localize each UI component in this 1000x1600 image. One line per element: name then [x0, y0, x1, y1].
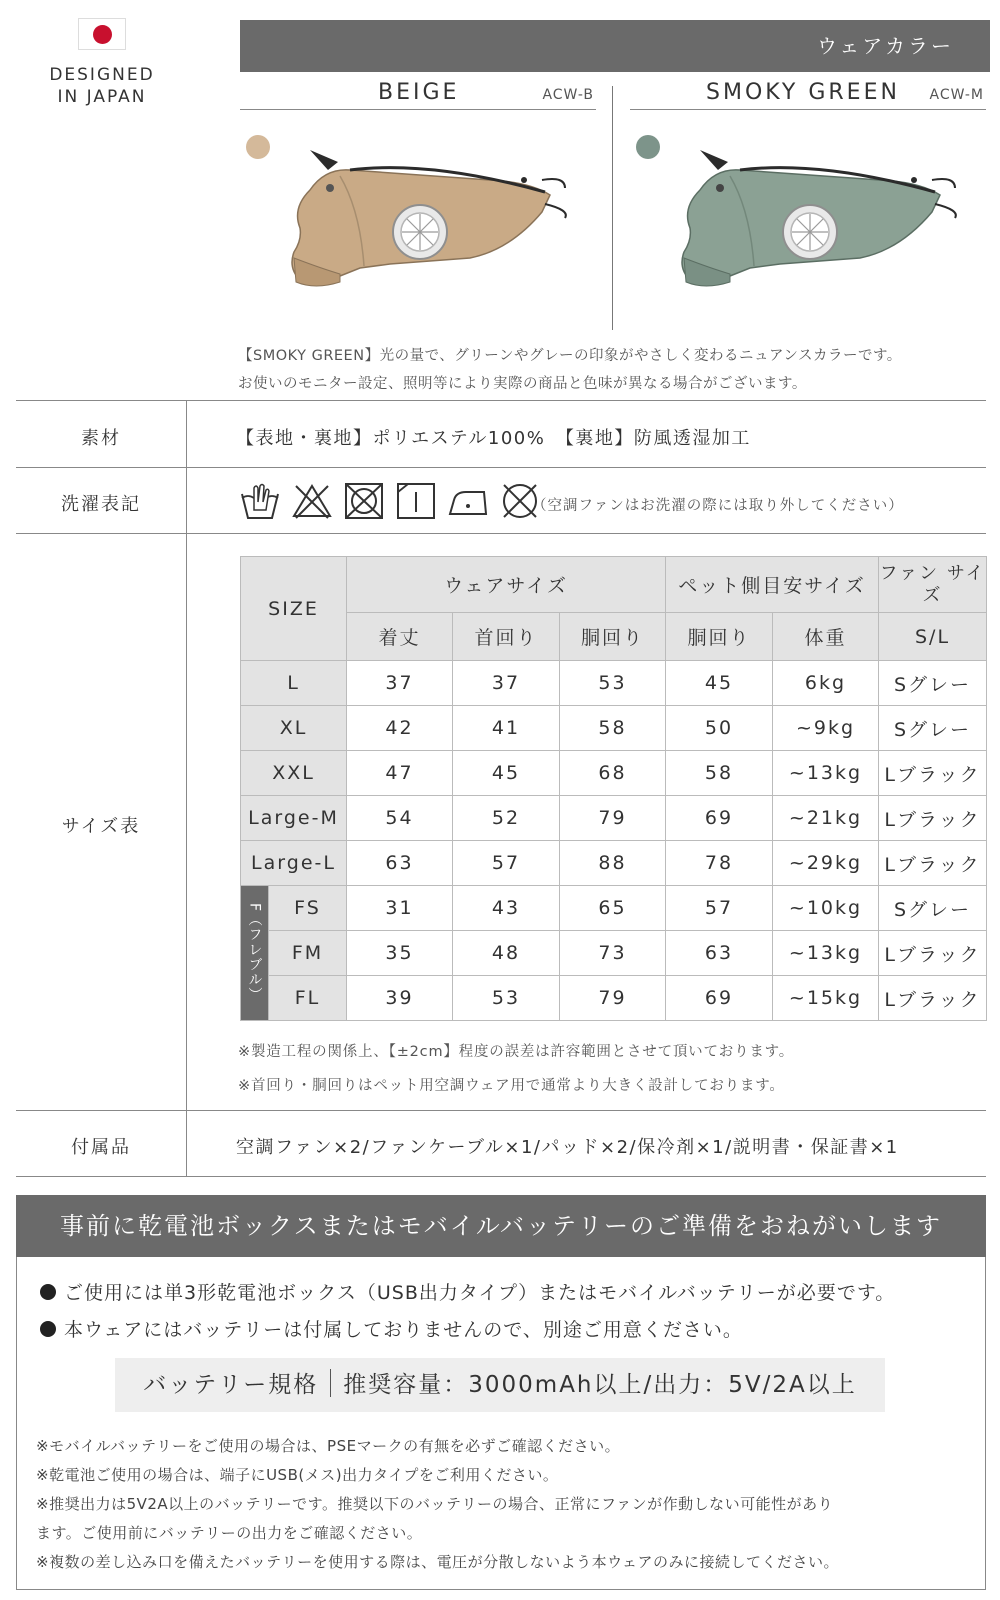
iron-low-icon — [446, 480, 490, 522]
care-note: （空調ファンはお洗濯の際には取り外してください） — [532, 498, 904, 514]
smoky-green-wear-image — [670, 140, 970, 300]
battery-bullet-2: 本ウェアにはバッテリーは付属しておりませんので、別途ご用意ください。 — [40, 1315, 743, 1342]
size-note-1: ※製造工程の関係上、【±2cm】程度の誤差は許容範囲とさせて頂いております。 — [238, 1044, 795, 1060]
beige-wear-image — [280, 140, 580, 300]
table-row: FM 35 48 73 63 ~13kg Lブラック — [241, 931, 987, 976]
table-row: XL 42 41 58 50 ~9kg Sグレー — [241, 706, 987, 751]
size-table — [240, 556, 987, 1021]
header-pet-size: ペット側目安サイズ — [666, 557, 879, 613]
header-neck: 首回り — [453, 613, 560, 661]
battery-spec: バッテリー規格 推奨容量：3000mAh以上/出力：5V/2A以上 — [115, 1358, 885, 1412]
beige-code: ACW-B — [542, 87, 594, 103]
table-row: F（フレブル） FS 31 43 65 57 ~10kg Sグレー — [241, 886, 987, 931]
hand-wash-icon — [238, 480, 282, 522]
header-fan-size: ファン サイズ — [879, 557, 987, 613]
green-heading — [630, 80, 986, 110]
spec-separator — [330, 1369, 331, 1397]
color-note: 【SMOKY GREEN】光の量で、グリーンやグレーの印象がやさしく変わるニュアンスカラーです。 お使いのモニター設定、照明等により実際の商品と色味が異なる場合がございます。 — [238, 348, 902, 392]
beige-heading — [240, 80, 596, 110]
green-name: SMOKY GREEN — [706, 80, 900, 105]
battery-bullet-1: ご使用には単3形乾電池ボックス（USB出力タイプ）またはモバイルバッテリーが必要です。 — [40, 1278, 895, 1305]
battery-notes: ※モバイルバッテリーをご使用の場合は、PSEマークの有無を必ずご確認ください。 ※乾電池ご使用の場合は、端子にUSB(メス)出力タイプをご利用ください。 ※推奨出力は5V2A以上のバッテリーです。推奨以下のバッテリーの場合、正常にファンが作動しない可能性があり ます。ご使用前にバッテリーの出力をご確認ください。 ※複数の差し込み口を備えたバッテリーを使用する際は、電圧が分散しないよう本ウェアのみに接続してください。 — [36, 1437, 839, 1571]
table-row: XXL 47 45 68 58 ~13kg Lブラック — [241, 751, 987, 796]
battery-title: 事前に乾電池ボックスまたはモバイルバッテリーのご準備をおねがいします — [16, 1195, 986, 1257]
wear-color-header: ウェアカラー — [240, 20, 990, 72]
accessories-label: 付属品 — [71, 1137, 131, 1158]
beige-swatch — [246, 135, 270, 159]
size-note-2: ※首回り・胴回りはペット用空調ウェア用で通常より大きく設計しております。 — [238, 1078, 785, 1094]
header-weight: 体重 — [773, 613, 879, 661]
header-sl: S/L — [879, 613, 987, 661]
header-body: 胴回り — [560, 613, 666, 661]
flexible-label: F（フレブル） — [241, 886, 269, 1021]
table-row: FL 39 53 79 69 ~15kg Lブラック — [241, 976, 987, 1021]
header-pet-body: 胴回り — [666, 613, 773, 661]
green-code: ACW-M — [929, 87, 984, 103]
no-bleach-icon — [290, 480, 334, 522]
divider — [16, 1110, 986, 1111]
table-row: Large-L 63 57 88 78 ~29kg Lブラック — [241, 841, 987, 886]
accessories-value: 空調ファン×2/ファンケーブル×1/パッド×2/保冷剤×1/説明書・保証書×1 — [236, 1137, 899, 1158]
bullet-icon — [40, 1321, 56, 1337]
table-row: Large-M 54 52 79 69 ~21kg Lブラック — [241, 796, 987, 841]
divider — [16, 533, 986, 534]
header-wear-size: ウェアサイズ — [347, 557, 666, 613]
divider — [16, 1176, 986, 1177]
care-symbols — [238, 478, 542, 524]
column-divider — [186, 400, 187, 1176]
green-swatch — [636, 135, 660, 159]
no-tumble-dry-icon — [342, 480, 386, 522]
material-value: 【表地・裏地】ポリエステル100% 【裏地】防風透湿加工 — [236, 428, 751, 449]
header-length: 着丈 — [347, 613, 453, 661]
line-dry-icon — [394, 480, 438, 522]
beige-name: BEIGE — [378, 80, 460, 105]
header-size: SIZE — [241, 557, 347, 661]
care-label: 洗濯表記 — [61, 494, 141, 515]
designed-in-japan-label: DESIGNED IN JAPAN — [49, 65, 155, 107]
divider — [16, 400, 986, 401]
japan-flag-icon — [78, 18, 126, 50]
color-divider — [612, 86, 613, 330]
bullet-icon — [40, 1284, 56, 1300]
divider — [16, 467, 986, 468]
table-row: L 37 37 53 45 6kg Sグレー — [241, 661, 987, 706]
material-label: 素材 — [81, 428, 121, 449]
size-label: サイズ表 — [61, 816, 141, 837]
